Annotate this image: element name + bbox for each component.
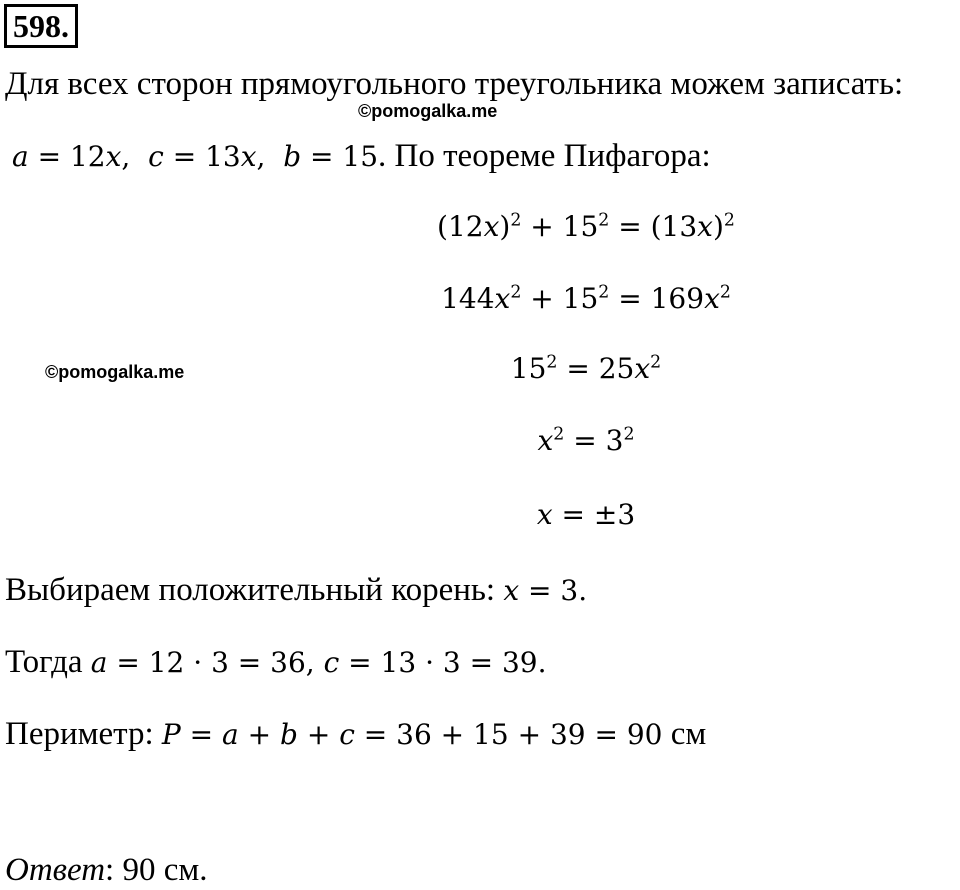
equation-5: x = ±3 — [536, 498, 636, 531]
eq1-const: 15 — [562, 210, 599, 243]
perimeter-expr: 36 + 15 + 39 = 90 — [396, 718, 663, 751]
perimeter-math: P = a + b + c = 36 + 15 + 39 = 90 — [161, 718, 663, 751]
eq3-left: 15 — [510, 352, 547, 385]
eq1-coef-left: 12 — [447, 210, 484, 243]
eq3-coef-right: 25 — [598, 352, 635, 385]
then-math: a = 12 · 3 = 36, c = 13 · 3 = 39. — [90, 646, 547, 679]
sides-math: a = 12x, c = 13x, b = 15 — [12, 140, 379, 173]
equation-1: $(12x)^2 + 15^2 = (13x)^2$ — [437, 210, 735, 243]
problem-number: 598. — [4, 4, 78, 48]
theorem-text: По теореме Пифагора: — [394, 138, 711, 174]
perimeter-label: Периметр: — [5, 716, 154, 752]
then-c-expr: 13 · 3 = 39 — [380, 646, 538, 679]
intro-text: Для всех сторон прямоугольного треугольника можем записать: — [5, 66, 904, 102]
watermark-middle: ©pomogalka.me — [45, 362, 185, 382]
choose-root-value: 3 — [560, 574, 579, 607]
answer-value: : 90 см. — [105, 852, 208, 888]
perimeter-unit: см — [670, 716, 707, 752]
side-b-value: 15 — [342, 140, 379, 173]
side-a-value: 12 — [69, 140, 106, 173]
choose-root-line — [5, 570, 587, 611]
choose-root-math: x = 3. — [503, 574, 588, 607]
then-label: Тогда — [5, 644, 83, 680]
eq1-coef-right: 13 — [661, 210, 698, 243]
eq5-right: ±3 — [593, 498, 636, 531]
perimeter-line — [5, 714, 706, 755]
sides-line: a = 12x, c = 13x, b = 15. По теореме Пифагора: — [12, 138, 711, 174]
equation-2: $144x^2 + 15^2 = 169x^2$ — [441, 282, 731, 315]
then-a-expr: 12 · 3 = 36 — [148, 646, 306, 679]
equation-3: $15^2 = 25x^2$ — [510, 352, 662, 385]
watermark-top: ©pomogalka.me — [358, 101, 498, 121]
answer-line — [5, 850, 207, 890]
eq2-const: 15 — [562, 282, 599, 315]
answer-label: Ответ — [5, 852, 106, 888]
side-c-value: 13 — [205, 140, 241, 173]
equation-4: $x^2 = 3^2$ — [537, 424, 635, 457]
then-line — [5, 642, 547, 683]
eq2-coef-right: 169 — [650, 282, 705, 315]
eq2-coef-left: 144 — [441, 282, 495, 315]
choose-root-text: Выбираем положительный корень: — [5, 572, 496, 608]
eq4-right: 3 — [605, 424, 624, 457]
